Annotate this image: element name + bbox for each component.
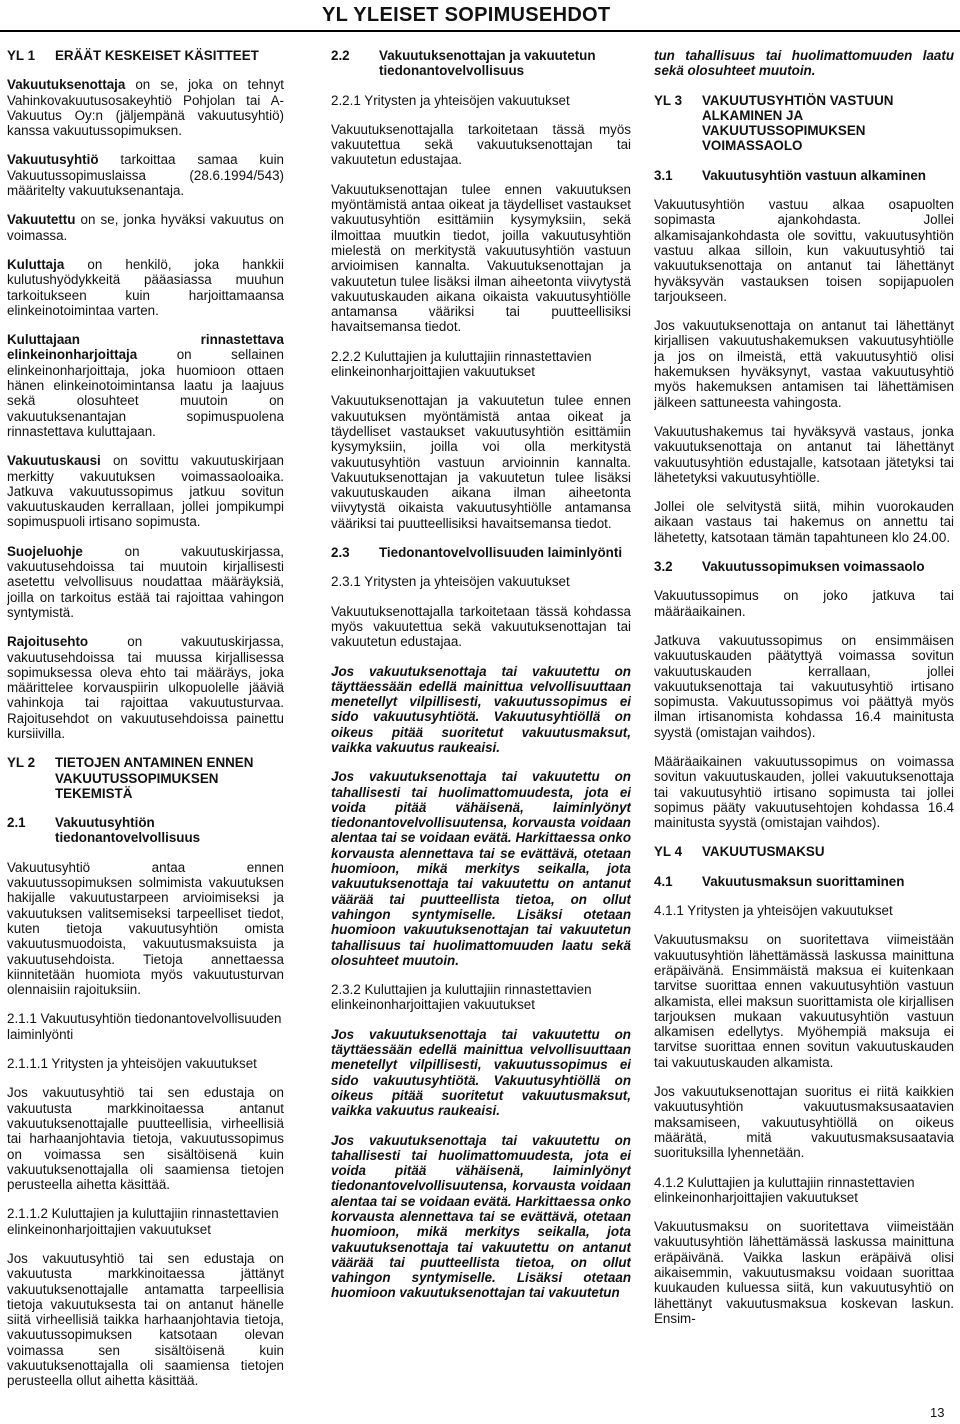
definition-term: Vakuutusyhtiö	[7, 152, 99, 168]
column-3	[654, 48, 954, 1408]
section-heading-yl4	[654, 844, 954, 859]
heading-number: 2.2	[331, 48, 350, 63]
restriction-paragraph: Jos vakuutuksenottaja tai vakuutettu on täyttäessään edellä mainittua velvollisuuttaan menetellyt vilpillisesti, vakuutussopimus ei sido vakuutusyhtiötä. Vakuutusyhtiöllä on oikeus pitää suoritetut vakuutusmaksut, vaikka vakuutus raukeaisi.	[331, 663, 631, 755]
definition-text: on henkilö, joka hankkii kulutushyödykkeitä pääasiassa muuhun tarkoitukseen kuin harjoittamaansa elinkeinotoimintaa varten.	[7, 256, 284, 318]
body-paragraph: Vakuutussopimus on joko jatkuva tai määräaikainen.	[654, 588, 954, 619]
page-number: 13	[930, 1405, 945, 1420]
subsection-heading: 2.2.1 Yritysten ja yhteisöjen vakuutukset	[331, 92, 570, 108]
restriction-paragraph: Jos vakuutuksenottaja tai vakuutettu on tahallisesti tai huolimattomuudesta, jota ei voida pitää vähäisenä, laiminlyönyt tiedonantovelvollisuutensa, korvausta voidaan alentaa tai se voidaan evätä. Harkittaessa onko korvausta alennettava tai se evättävä, otetaan huomioon, mikä merkitys seikalla, jota vakuutuksenottaja tai vakuutettu on antanut väärää tai puutteellista tietoa, on ollut vahingon syntymiselle. Lisäksi otetaan huomioon vakuutuksenottajan tai vakuutetun	[331, 1132, 631, 1301]
section-heading-3-1	[654, 168, 954, 183]
subsection-heading: 4.1.2 Kuluttajien ja kuluttajiin rinnastettavien elinkeinonharjoittajien vakuutukset	[654, 1174, 915, 1205]
heading-number: YL 1	[7, 48, 36, 63]
definition-paragraph	[7, 257, 284, 318]
heading-title: ERÄÄT KESKEISET KÄSITTEET	[55, 48, 259, 63]
subsection-heading: 4.1.1 Yritysten ja yhteisöjen vakuutukset	[654, 903, 893, 919]
restriction-paragraph: Jos vakuutuksenottaja tai vakuutettu on tahallisesti tai huolimattomuudesta, jota ei voida pitää vähäisenä, laiminlyönyt tiedonantovelvollisuutensa, korvausta voidaan alentaa tai se voidaan evätä. Harkittaessa onko korvausta alennettava tai se evättävä, otetaan huomioon, mikä merkitys seikalla, jota vakuutuksenottaja tai vakuutettu on antanut väärää tai puutteellista tietoa, on ollut vahingon syntymiselle. Lisäksi otetaan huomioon vakuutuksenottajan tai vakuutetun tahallisuus tai huolimattomuuden laatu sekä olosuhteet muutoin.	[331, 769, 631, 968]
column-2	[331, 48, 631, 1408]
section-heading-3-2	[654, 559, 954, 574]
heading-title: TIETOJEN ANTAMINEN ENNEN VAKUUTUSSOPIMUKSEN TEKEMISTÄ	[55, 755, 254, 801]
heading-number: 4.1	[654, 873, 673, 889]
definition-term: Vakuutuskausi	[7, 453, 101, 469]
page-title: YL YLEISET SOPIMUSEHDOT	[322, 4, 611, 26]
definition-paragraph	[7, 634, 284, 741]
definition-paragraph	[7, 332, 284, 439]
restriction-paragraph: tun tahallisuus tai huolimattomuuden laatu sekä olosuhteet muutoin.	[654, 48, 954, 79]
section-heading-2-1	[7, 815, 284, 846]
title-rule	[0, 30, 960, 32]
section-heading-yl1	[7, 48, 284, 63]
column-1	[7, 48, 284, 1408]
section-heading-yl2	[7, 755, 284, 801]
body-paragraph: Vakuutusyhtiön vastuu alkaa osapuolten sopimasta ajankohdasta. Jollei alkamisajankohdasta ole sovittu, vakuutusyhtiön vastuu alkaa silloin, kun vakuutusyhtiö tai vakuutuksenottaja on antanut tai lähettänyt hyväksyvän vastauksen toisen sopijapuolen tarjoukseen.	[654, 197, 954, 304]
heading-number: YL 4	[654, 844, 683, 860]
heading-title: Vakuutussopimuksen voimassaolo	[702, 559, 925, 575]
definition-paragraph	[7, 77, 284, 138]
body-paragraph: Jatkuva vakuutussopimus on ensimmäisen vakuutuskauden päätyttyä voimassa sovitun vakuutuskauden kerrallaan, jollei vakuutuksenottaja tai vakuutusyhtiö irtisano sopimusta. Vakuutussopimus voi päättyä myös ilman irtisanomista kohdassa 16.4 mainitusta syystä (omistajan vaihdos).	[654, 632, 954, 740]
body-paragraph: Määräaikainen vakuutussopimus on voimassa sovitun vakuutuskauden, jollei vakuutuksenottaja tai vakuutusyhtiö irtisano sopimusta tai jollei sopimus pääty vakuutusehtojen kohdassa 16.4 mainitusta syystä (omistajan vaihdos).	[654, 753, 954, 831]
definition-term: Vakuutuksenottaja	[7, 77, 126, 93]
heading-title: Vakuutusyhtiön tiedonantovelvollisuus	[55, 815, 201, 846]
definition-text: on se, jonka hyväksi vakuutus on voimassa.	[7, 212, 284, 243]
body-paragraph: Jos vakuutuksenottaja on antanut tai lähettänyt kirjallisen vakuutushakemuksen vakuutusyhtiölle ja jos on ilmeistä, että vakuutusyhtiö olisi hakemuksen hyväksynyt, vastaa vakuutusyhtiö myös hakemuksen antamisen tai lähettämisen jälkeen sattuneesta vahingosta.	[654, 318, 954, 410]
body-paragraph: Vakuutushakemus tai hyväksyvä vastaus, jonka vakuutuksenottaja on antanut tai lähettänyt vakuutusyhtiön edustajalle, katsotaan jätetyksi tai lähetetyksi vakuutusyhtiölle.	[654, 423, 954, 485]
definition-paragraph	[7, 152, 284, 198]
body-paragraph: Jos vakuutusyhtiö tai sen edustaja on vakuutusta markkinoitaessa antanut vakuutuksenottajalle puutteellisia, virheellisiä tai harhaanjohtavia tietoja, vakuutussopimus on voimassa sen sisältöisenä kuin vakuutuksenottajalla oli saamiensa tietojen perusteella aihetta käsittää.	[7, 1085, 284, 1193]
page-header	[0, 0, 960, 32]
heading-number: 3.1	[654, 167, 673, 183]
heading-number: YL 2	[7, 755, 36, 771]
subsection-heading: 2.1.1.2 Kuluttajien ja kuluttajiin rinnastettavien elinkeinonharjoittajien vakuutukset	[7, 1206, 279, 1237]
heading-number: 2.1	[7, 815, 26, 831]
definition-term: Vakuutettu	[7, 212, 76, 228]
subsection-heading: 2.1.1.1 Yritysten ja yhteisöjen vakuutukset	[7, 1056, 257, 1072]
restriction-paragraph: Jos vakuutuksenottaja tai vakuutettu on täyttäessään edellä mainittua velvollisuuttaan menetellyt vilpillisesti, vakuutussopimus ei sido vakuutusyhtiötä. Vakuutusyhtiöllä on oikeus pitää suoritetut vakuutusmaksut, vaikka vakuutus raukeaisi.	[331, 1026, 631, 1119]
body-paragraph: Vakuutuksenottajalla tarkoitetaan tässä kohdassa myös vakuutettua sekä vakuutuksenottajan tai vakuutetun edustajaa.	[331, 603, 631, 650]
body-paragraph: Vakuutuksenottajalla tarkoitetaan tässä myös vakuutettua sekä vakuutuksenottajan tai vakuutetun edustajaa.	[331, 121, 631, 168]
definition-term: Kuluttaja	[7, 256, 65, 272]
definition-text: tarkoittaa samaa kuin Vakuutussopimuslaissa (28.6.1994/543) määritelty vakuutuksenantaja.	[7, 152, 284, 199]
definition-term: Suojeluohje	[7, 543, 83, 559]
definition-text: on sellainen elinkeinonharjoittaja, joka huomioon ottaen hänen elinkeinotoimintansa laatu ja laajuus sekä olosuhteet muutoin on vakuutuksenantajan sopimuspuolena rinnastettava kuluttajaan.	[7, 347, 284, 439]
definition-text: on sovittu vakuutuskirjaan merkitty vakuutuksen voimassaoloaika. Jatkuva vakuutussopimus jatkuu sovitun vakuutuskauden kerrallaan, jollei jompikumpi sopimuspuoli irtisano sopimusta.	[7, 453, 284, 530]
body-paragraph: Jos vakuutusyhtiö tai sen edustaja on vakuutusta markkinoitaessa jättänyt vakuutuksenottajalle antamatta tarpeellisia tietoja vakuutuksesta tai on antanut hänelle siitä virheellisiä taikka harhaanjohtavia tietoja, vakuutussopimuksen katsotaan olevan voimassa sen sisältöisenä kuin vakuutuksenottajalla oli saamiensa tietojen perusteella ollut aihetta käsittää.	[7, 1251, 284, 1389]
heading-number: 2.3	[331, 545, 350, 561]
subsection-heading: 2.2.2 Kuluttajien ja kuluttajiin rinnastettavien elinkeinonharjoittajien vakuutukset	[331, 348, 592, 380]
definition-paragraph	[7, 544, 284, 620]
definition-term: Rajoitusehto	[7, 634, 89, 650]
definition-term: Kuluttajaan rinnastettava elinkeinonharjoittaja	[7, 332, 284, 363]
heading-title: Tiedonantovelvollisuuden laiminlyönti	[379, 545, 623, 561]
heading-title: VAKUUTUSYHTIÖN VASTUUN ALKAMINEN JA VAKUUTUSSOPIMUKSEN VOIMASSAOLO	[702, 92, 894, 154]
body-paragraph: Vakuutuksenottajan tulee ennen vakuutuksen myöntämistä antaa oikeat ja täydelliset vastaukset vakuutusyhtiön esittämiin kysymyksiin, sekä ilmoittaa muutkin tiedot, joilla vakuutusyhtiön mielestä on merkitystä vakuutusyhtiön vastuun arvioimisen kannalta. Vakuutuksenottajan ja vakuutetun tulee lisäksi ilman aiheetonta viivytystä vakuutuskauden aikana oikaista vakuutusyhtiölle antamansa vääriksi tai puutteellisiksi havaitsemansa tiedot.	[331, 181, 631, 335]
subsection-heading: 2.3.2 Kuluttajien ja kuluttajiin rinnastettavien elinkeinonharjoittajien vakuutukset	[331, 982, 592, 1013]
heading-title: Vakuutuksenottajan ja vakuutetun tiedonantovelvollisuus	[379, 48, 596, 79]
body-paragraph: Jollei ole selvitystä siitä, mihin vuorokauden aikaan vastaus tai hakemus on annettu tai lähetetty, katsotaan tämän tapahtuneen klo 24.00.	[654, 499, 954, 545]
subsection-heading: 2.1.1 Vakuutusyhtiön tiedonantovelvollisuuden laiminlyönti	[7, 1011, 282, 1042]
body-paragraph: Jos vakuutuksenottajan suoritus ei riitä kaikkien vakuutusyhtiön vakuutusmaksusaatavien maksamiseen, vakuutusyhtiöllä on oikeus määrätä, mitä vakuutusmaksusaatavia suorituksilla lyhennetään.	[654, 1084, 954, 1161]
body-paragraph: Vakuutusyhtiö antaa ennen vakuutussopimuksen solmimista vakuutuksen hakijalle vakuutustarpeen arvioimiseksi ja vakuutuksen valitsemiseksi tarpeelliset tiedot, kuten tietoja vakuutusyhtiön omista vakuutusmuodoista, vakuutusmaksuista ja vakuutusehdoista. Tietoja annettaessa kiinnitetään huomiota myös vakuutusturvan olennaisiin rajoituksiin.	[7, 859, 284, 998]
section-heading-2-2	[331, 48, 631, 79]
definition-text: on se, joka on tehnyt Vahinkovakuutusosakeyhtiö Pohjolan tai A-Vakuutus Oy:n (jäljempänä vakuutusyhtiö) kanssa vakuutussopimuksen.	[7, 77, 284, 139]
definition-text: on vakuutuskirjassa, vakuutusehdoissa tai muutoin kirjallisesti asetettu velvollisuus noudattaa määräyksiä, joilla on tarkoitus estää tai rajoittaa vahingon syntymistä.	[7, 543, 284, 620]
definition-paragraph	[7, 212, 284, 243]
subsection-heading: 2.3.1 Yritysten ja yhteisöjen vakuutukset	[331, 574, 570, 590]
section-heading-yl3	[654, 93, 954, 154]
body-paragraph: Vakuutuksenottajan ja vakuutetun tulee ennen vakuutuksen myöntämistä antaa oikeat ja täydelliset vastaukset vakuutusyhtiön esittämiin kysymyksiin, joilla voi olla merkitystä vakuutusyhtiön vastuun arvioinnin kannalta. Vakuutuksenottajan ja vakuutetun tulee lisäksi vakuutuskauden aikana ilman aiheetonta viivytystä oikaista vakuutusyhtiölle antamansa vääriksi tai puutteellisiksi havaitsemansa tiedot.	[331, 393, 631, 531]
body-paragraph: Vakuutusmaksu on suoritettava viimeistään vakuutusyhtiön lähettämässä laskussa mainittuna eräpäivänä. Vaikka laskun eräpäivä olisi aikaisemmin, vakuutusmaksu voidaan suorittaa kuukauden kuluessa siitä, kun vakuutusyhtiö on lähettänyt vakuutusmaksua koskevan laskun. Ensim-	[654, 1219, 954, 1326]
heading-title: VAKUUTUSMAKSU	[702, 844, 825, 860]
body-paragraph: Vakuutusmaksu on suoritettava viimeistään vakuutusyhtiön lähettämässä laskussa mainittuna eräpäivänä. Ensimmäistä maksua ei kuitenkaan tarvitse suorittaa ennen vakuutusyhtiön vastuun alkamista, ellei maksun suorittamista ole kirjallisen tarjouksen mukaan vakuutusyhtiön vastuun alkamisen edellytys. Myöhempiä maksuja ei tarvitse suorittaa ennen sovitun vakuutuskauden tai vakuutuskauden alkamista.	[654, 932, 954, 1070]
section-heading-2-3	[331, 545, 631, 560]
heading-number: 3.2	[654, 559, 673, 575]
definition-text: on vakuutuskirjassa, vakuutusehdoissa tai muussa kirjallisessa sopimuksessa oleva ehto tai määräys, joka määrittelee korvauspiirin ulkopuolelle jääviä vahinkoja tai rajoittaa vakuutusturvaa. Rajoitusehdot on vakuutusehdoissa painettu kursiivilla.	[7, 634, 284, 741]
section-heading-4-1	[654, 874, 954, 889]
heading-title: Vakuutusyhtiön vastuun alkaminen	[702, 167, 926, 183]
heading-number: YL 3	[654, 92, 683, 108]
definition-paragraph	[7, 453, 284, 529]
heading-title: Vakuutusmaksun suorittaminen	[702, 873, 905, 889]
